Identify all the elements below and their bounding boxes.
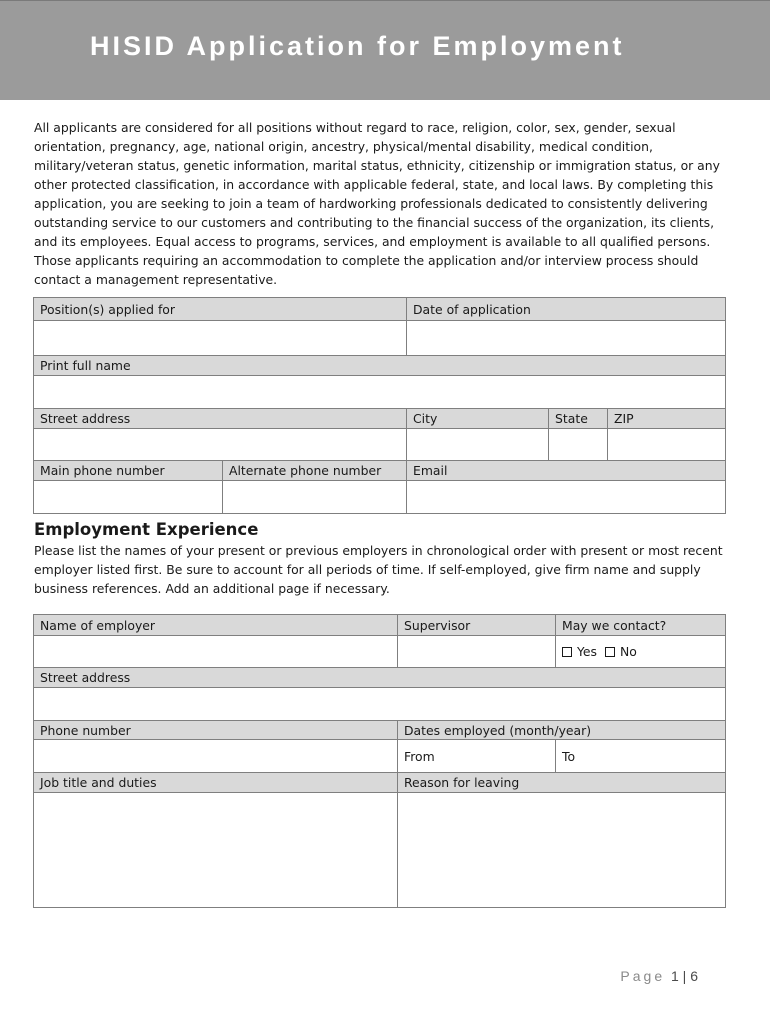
state-label: State <box>549 409 608 429</box>
street-address-label: Street address <box>34 409 407 429</box>
main-phone-field[interactable] <box>34 481 223 514</box>
zip-label: ZIP <box>608 409 726 429</box>
employer-street-field[interactable] <box>34 688 726 721</box>
page-word: Page <box>620 968 666 984</box>
job-title-label: Job title and duties <box>34 773 398 793</box>
yes-label: Yes <box>577 644 598 659</box>
job-title-field[interactable] <box>34 793 398 908</box>
employer-street-label: Street address <box>34 668 726 688</box>
employer-field[interactable] <box>34 636 398 668</box>
email-label: Email <box>407 461 726 481</box>
position-label: Position(s) applied for <box>34 298 407 321</box>
page-title: HISID Application for Employment <box>90 31 625 61</box>
reason-leaving-field[interactable] <box>398 793 726 908</box>
may-contact-options <box>556 636 726 668</box>
no-checkbox[interactable] <box>605 647 615 657</box>
employment-instructions: Please list the names of your present or previous employers in chronological order with present or most recent employer listed first. Be sure to account for all periods of time. If self-employed, give firm name and supply business references. Add an additional page if necessary. <box>34 543 723 596</box>
to-field[interactable]: To <box>556 740 726 773</box>
city-label: City <box>407 409 549 429</box>
zip-field[interactable] <box>608 429 726 461</box>
supervisor-field[interactable] <box>398 636 556 668</box>
employment-experience-heading: Employment Experience <box>34 520 259 539</box>
page-footer <box>620 968 698 984</box>
main-phone-label: Main phone number <box>34 461 223 481</box>
from-field[interactable]: From <box>398 740 556 773</box>
email-field[interactable] <box>407 481 726 514</box>
header-banner <box>0 0 770 100</box>
date-label: Date of application <box>407 298 726 321</box>
state-field[interactable] <box>549 429 608 461</box>
no-label: No <box>619 644 637 659</box>
date-field[interactable] <box>407 321 726 356</box>
full-name-field[interactable] <box>34 376 726 409</box>
employer-phone-label: Phone number <box>34 721 398 740</box>
employer-phone-field[interactable] <box>34 740 398 773</box>
supervisor-label: Supervisor <box>398 615 556 636</box>
yes-checkbox[interactable] <box>562 647 572 657</box>
full-name-label: Print full name <box>34 356 726 376</box>
employment-history-table <box>33 614 726 908</box>
street-address-field[interactable] <box>34 429 407 461</box>
alt-phone-label: Alternate phone number <box>223 461 407 481</box>
city-field[interactable] <box>407 429 549 461</box>
dates-employed-label: Dates employed (month/year) <box>398 721 726 740</box>
applicant-info-table <box>33 297 726 514</box>
may-contact-label: May we contact? <box>556 615 726 636</box>
alt-phone-field[interactable] <box>223 481 407 514</box>
reason-leaving-label: Reason for leaving <box>398 773 726 793</box>
position-field[interactable] <box>34 321 407 356</box>
intro-paragraph: All applicants are considered for all positions without regard to race, religion, color, sex, gender, sexual orientation, pregnancy, age, national origin, ancestry, physical/mental disability, medical condition, military/veteran status, genetic information, marital status, ethnicity, citizenship or immigration status, or any other protected classification, in accordance with applicable federal, state, and local laws. By completing this application, you are seeking to join a team of hardworking professionals dedicated to consistently delivering outstanding service to our customers and contributing to the financial success of the organization, its clients, and its employees. Equal access to programs, services, and employment is available to all qualified persons. Those applicants requiring an accommodation to complete the application and/or interview process should contact a management representative. <box>34 120 720 287</box>
employer-label: Name of employer <box>34 615 398 636</box>
page-number: 1 | 6 <box>671 968 698 984</box>
